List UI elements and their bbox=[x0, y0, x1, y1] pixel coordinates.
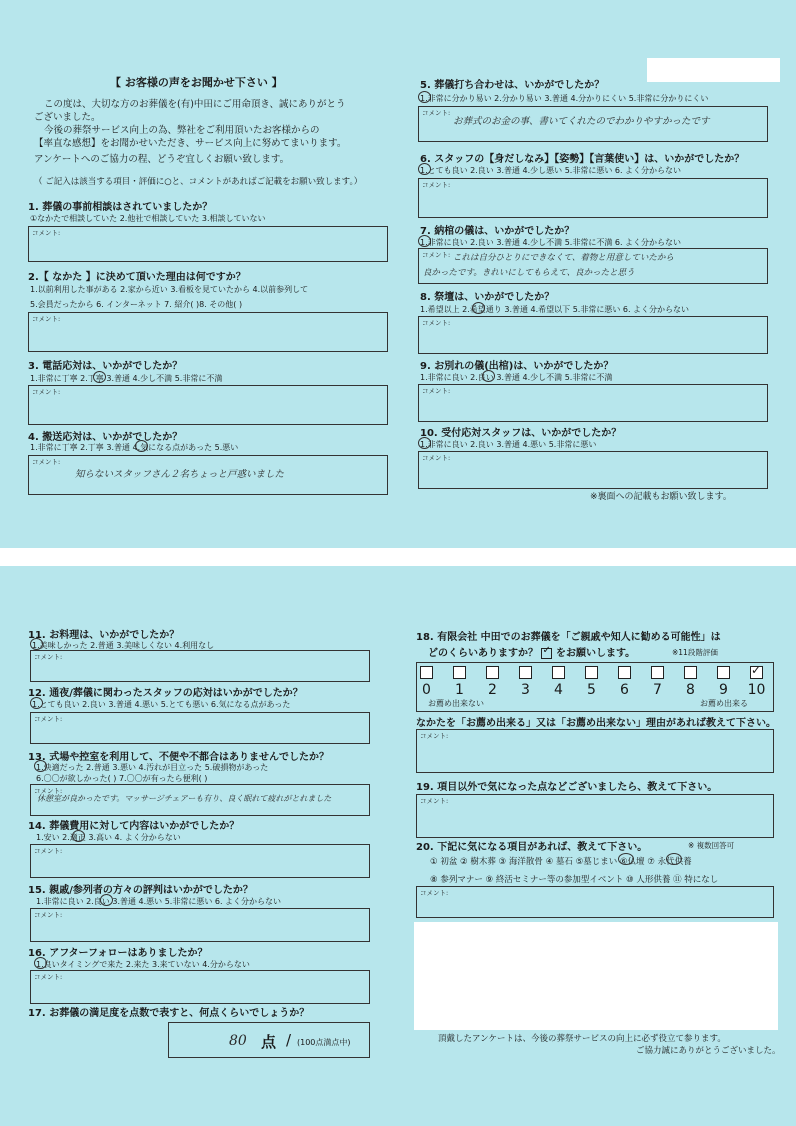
score-max-note: (100点満点中) bbox=[297, 1038, 351, 1047]
intro-line: この度は、大切な方のお葬儀を(有)中田にご用命頂き、誠にありがとう bbox=[44, 99, 346, 110]
handwritten-comment: これは自分ひとりにできなくて、着物と用意していたから bbox=[453, 253, 674, 263]
question-18-comment-box[interactable] bbox=[416, 729, 774, 773]
scale-number: 1 bbox=[455, 682, 464, 698]
scale-option-3[interactable] bbox=[509, 666, 542, 698]
question-19-comment-box[interactable] bbox=[416, 794, 774, 838]
comment-label: コメント: bbox=[34, 847, 63, 855]
comment-label: コメント: bbox=[34, 787, 63, 795]
question-11-title: 11. お料理は、いかがでしたか？ bbox=[28, 630, 180, 641]
question-13-options-1: 1.快適だった 2.普通 3.悪い 4.汚れが目立った 5.破損物があった bbox=[36, 763, 269, 772]
scale-option-1[interactable] bbox=[443, 666, 476, 698]
question-15-options: 1.非常に良い 2.良い 3.普通 4.悪い 5.非常に悪い 6. よく分からない bbox=[36, 897, 282, 906]
question-12-options: 1.とても良い 2.良い 3.普通 4.悪い 5.とても悪い 6.気になる点があった bbox=[32, 700, 291, 709]
scale-option-0[interactable] bbox=[410, 666, 443, 698]
question-2-comment-box[interactable] bbox=[28, 312, 388, 352]
question-4-title: 4. 搬送応対は、いかがでしたか？ bbox=[28, 432, 183, 443]
handwritten-comment: 良かったです。きれいにしてもらえて、良かったと思う bbox=[423, 268, 635, 278]
scale-number: 9 bbox=[719, 682, 728, 698]
intro-line: 今後の葬祭サービス向上の為、弊社をご利用頂いたお客様からの bbox=[44, 125, 320, 136]
redaction-box bbox=[647, 58, 780, 82]
question-3-title: 3. 電話応対は、いかがでしたか？ bbox=[28, 361, 183, 372]
survey-sheet-front bbox=[0, 0, 796, 548]
comment-label: コメント: bbox=[32, 315, 61, 323]
scale-note: ※11段階評価 bbox=[672, 648, 718, 657]
comment-label: コメント: bbox=[32, 388, 61, 396]
checkbox[interactable] bbox=[486, 666, 499, 679]
question-7-options: 1.非常に良い 2.良い 3.普通 4.少し不満 5.非常に不満 6. よく分からない bbox=[420, 238, 682, 247]
comment-label: コメント: bbox=[420, 732, 449, 740]
selection-circle bbox=[472, 302, 485, 314]
question-3-comment-box[interactable] bbox=[28, 385, 388, 425]
question-9-comment-box[interactable] bbox=[418, 384, 768, 422]
handwritten-comment: お葬式のお金の事、書いてくれたのでわかりやすかったです bbox=[453, 116, 710, 127]
question-1-title: 1. 葬儀の事前相談はされていましたか？ bbox=[28, 202, 213, 213]
selection-circle bbox=[34, 760, 47, 772]
question-5-title: 5. 葬儀打ち合わせは、いかがでしたか？ bbox=[420, 80, 605, 91]
question-12-comment-box[interactable] bbox=[30, 712, 370, 744]
instruction-note: （ ご記入は該当する項目・評価に○と、コメントがあればご記載をお願い致します。） bbox=[34, 177, 363, 187]
closing-thanks: ご協力誠にありがとうございました。 bbox=[636, 1046, 781, 1056]
question-20-title: 20. 下記に気になる項目があれば、教えて下さい。 bbox=[416, 842, 648, 853]
comment-label: コメント: bbox=[34, 653, 63, 661]
selection-circle bbox=[482, 370, 495, 382]
question-14-title: 14. 葬儀費用に対して内容はいかがでしたか？ bbox=[28, 821, 240, 832]
question-10-options: 1.非常に良い 2.良い 3.普通 4.悪い 5.非常に悪い bbox=[420, 440, 597, 449]
comment-label: コメント: bbox=[32, 458, 61, 466]
question-15-comment-box[interactable] bbox=[30, 908, 370, 942]
score-slash: / bbox=[286, 1031, 292, 1049]
checkbox[interactable] bbox=[684, 666, 697, 679]
comment-label: コメント: bbox=[422, 251, 451, 259]
checkbox[interactable] bbox=[717, 666, 730, 679]
check-icon bbox=[541, 648, 552, 659]
closing-note: 頂戴したアンケートは、今後の葬祭サービスの向上に必ず役立て参ります。 bbox=[438, 1034, 726, 1044]
score-value: 80 bbox=[229, 1033, 247, 1049]
question-4-options: 1.非常に丁寧 2.丁寧 3.普通 4.気になる点があった 5.悪い bbox=[30, 443, 239, 452]
question-18-reason-prompt: なかたを「お薦め出来る」又は「お薦め出来ない」理由があれば教えて下さい。 bbox=[416, 718, 776, 729]
scale-number: 10 bbox=[747, 682, 766, 698]
question-20-options-1: ① 初盆 ② 樹木葬 ③ 海洋散骨 ④ 墓石 ⑤墓じまい ⑥仏壇 ⑦ 永代供養 bbox=[430, 857, 692, 867]
handwritten-comment: 休憩室が良かったです。マッサージチェアーも有り、良く眠れて疲れがとれました bbox=[37, 794, 332, 803]
checkbox[interactable] bbox=[552, 666, 565, 679]
scale-option-2[interactable] bbox=[476, 666, 509, 698]
scale-number: 5 bbox=[587, 682, 596, 698]
question-12-title: 12. 通夜/葬儀に関わったスタッフの応対はいかがでしたか？ bbox=[28, 688, 303, 699]
question-7-title: 7. 納棺の儀は、いかがでしたか？ bbox=[420, 226, 575, 237]
question-1-comment-box[interactable] bbox=[28, 226, 388, 262]
question-15-title: 15. 親戚/参列者の方々の評判はいかがでしたか？ bbox=[28, 885, 253, 896]
question-18-title: 18. 有限会社 中田でのお葬儀を「ご親戚や知人に勧める可能性」は bbox=[416, 632, 721, 643]
checked-checkbox[interactable] bbox=[750, 666, 763, 679]
scale-number: 6 bbox=[620, 682, 629, 698]
comment-label: コメント: bbox=[422, 387, 451, 395]
scale-option-4[interactable] bbox=[542, 666, 575, 698]
comment-label: コメント: bbox=[34, 715, 63, 723]
comment-label: コメント: bbox=[422, 454, 451, 462]
selection-circle bbox=[618, 853, 634, 865]
question-6-title: 6. スタッフの【身だしなみ】【姿勢】【言葉使い】は、いかがでしたか？ bbox=[420, 154, 745, 165]
score-box[interactable] bbox=[168, 1022, 370, 1058]
comment-label: コメント: bbox=[422, 319, 451, 327]
selection-circle bbox=[30, 697, 43, 709]
comment-label: コメント: bbox=[32, 229, 61, 237]
question-13-title: 13. 式場や控室を利用して、不便や不都合はありませんでしたか？ bbox=[28, 752, 329, 763]
question-11-options: 1.美味しかった 2.普通 3.美味しくない 4.利用なし bbox=[32, 641, 215, 650]
selection-circle bbox=[418, 91, 431, 103]
question-5-comment-box[interactable] bbox=[418, 106, 768, 142]
checkbox[interactable] bbox=[585, 666, 598, 679]
comment-label: コメント: bbox=[420, 889, 449, 897]
question-8-title: 8. 祭壇は、いかがでしたか？ bbox=[420, 292, 555, 303]
question-20-note: ※ 複数回答可 bbox=[688, 841, 735, 850]
scale-number: 0 bbox=[422, 682, 431, 698]
question-14-options: 1.安い 2.適正 3.高い 4. よく分からない bbox=[36, 833, 181, 842]
intro-line: 【率直な感想】をお聞かせいただき、サービス向上に努めてまいります。 bbox=[34, 138, 347, 149]
selection-circle bbox=[100, 894, 113, 906]
question-17-title: 17. お葬儀の満足度を点数で表すと、何点くらいでしょうか？ bbox=[28, 1008, 310, 1019]
selection-circle bbox=[30, 638, 43, 650]
question-10-comment-box[interactable] bbox=[418, 451, 768, 489]
question-16-title: 16. アフターフォローはありましたか？ bbox=[28, 948, 208, 959]
scale-option-8[interactable] bbox=[674, 666, 707, 698]
question-18-subtitle-text: どのくらいありますか？ bbox=[428, 648, 538, 659]
question-19-title: 19. 項目以外で気になった点などございましたら、教えて下さい。 bbox=[416, 782, 718, 793]
checkbox[interactable] bbox=[618, 666, 631, 679]
scale-number: 7 bbox=[653, 682, 662, 698]
survey-title: 【 お客様の声をお聞かせ下さい 】 bbox=[110, 76, 283, 89]
selection-circle bbox=[34, 957, 47, 969]
question-9-options: 1.非常に良い 2.良い 3.普通 4.少し不満 5.非常に不満 bbox=[420, 373, 613, 382]
question-7-comment-box[interactable] bbox=[418, 248, 768, 284]
question-16-comment-box[interactable] bbox=[30, 970, 370, 1004]
survey-sheet-back bbox=[0, 566, 796, 1126]
question-18-subtitle bbox=[428, 644, 635, 659]
question-13-options-2: 6.〇〇が欲しかった( ) 7.〇〇が有ったら便利( ) bbox=[36, 774, 208, 783]
redaction-box bbox=[414, 922, 778, 1030]
selection-circle bbox=[418, 437, 431, 449]
question-6-comment-box[interactable] bbox=[418, 178, 768, 218]
question-18-subtitle-request: をお願いします。 bbox=[555, 648, 636, 659]
scale-option-6[interactable] bbox=[608, 666, 641, 698]
question-10-title: 10. 受付応対スタッフは、いかがでしたか？ bbox=[420, 428, 622, 439]
comment-label: コメント: bbox=[422, 181, 451, 189]
checkbox[interactable] bbox=[453, 666, 466, 679]
question-5-options: 1.非常に分かり易い 2.分かり易い 3.普通 4.分かりにくい 5.非常に分かりにくい bbox=[420, 94, 709, 103]
scale-number: 2 bbox=[488, 682, 497, 698]
handwritten-comment: 知らないスタッフさん２名ちょっと戸惑いました bbox=[75, 469, 285, 480]
checkbox[interactable] bbox=[420, 666, 433, 679]
comment-label: コメント: bbox=[420, 797, 449, 805]
selection-circle bbox=[72, 830, 85, 842]
scale-option-10[interactable] bbox=[740, 666, 773, 698]
selection-circle bbox=[418, 163, 431, 175]
selection-circle bbox=[666, 853, 682, 865]
question-8-options: 1.希望以上 2.希望通り 3.普通 4.希望以下 5.非常に悪い 6. よく分からない bbox=[420, 305, 690, 314]
question-11-comment-box[interactable] bbox=[30, 650, 370, 682]
question-2-options-1: 1.以前利用した事がある 2.家から近い 3.看板を見ていたから 4.以前参列して bbox=[30, 285, 309, 294]
score-unit: 点 bbox=[261, 1033, 277, 1051]
question-16-options: 1.良いタイミングで来た 2.来た 3.来ていない 4.分からない bbox=[36, 960, 250, 969]
scale-number: 4 bbox=[554, 682, 563, 698]
question-9-title: 9. お別れの儀(出棺)は、いかがでしたか？ bbox=[420, 361, 614, 372]
scale-option-5[interactable] bbox=[575, 666, 608, 698]
intro-line: アンケートへのご協力の程、どうぞ宜しくお願い致します。 bbox=[34, 154, 290, 165]
selection-circle bbox=[418, 235, 431, 247]
comment-label: コメント: bbox=[34, 973, 63, 981]
checkbox[interactable] bbox=[519, 666, 532, 679]
question-20-comment-box[interactable] bbox=[416, 886, 774, 918]
scale-number: 8 bbox=[686, 682, 695, 698]
scale-number: 3 bbox=[521, 682, 530, 698]
question-14-comment-box[interactable] bbox=[30, 844, 370, 878]
question-4-comment-box[interactable] bbox=[28, 455, 388, 495]
scale-option-7[interactable] bbox=[641, 666, 674, 698]
intro-line: ございました。 bbox=[34, 112, 101, 123]
scale-high-label: お薦め出来る bbox=[700, 699, 748, 708]
question-1-options: ①なかたで相談していた 2.他社で相談していた 3.相談していない bbox=[30, 214, 266, 223]
question-20-options-2: ⑧ 参列マナー ⑨ 終活セミナー等の参加型イベント ⑩ 人形供養 ⑪ 特になし bbox=[430, 875, 719, 885]
selection-circle bbox=[135, 440, 148, 452]
selection-circle bbox=[93, 371, 106, 383]
comment-label: コメント: bbox=[34, 911, 63, 919]
scale-low-label: お薦め出来ない bbox=[428, 699, 484, 708]
scale-option-9[interactable] bbox=[707, 666, 740, 698]
comment-label: コメント: bbox=[422, 109, 451, 117]
question-2-options-2: 5.会員だったから 6. インターネット 7. 紹介( )8. その他( ) bbox=[30, 300, 243, 309]
reverse-side-note: ※裏面への記載もお願い致します。 bbox=[590, 492, 732, 502]
question-2-title: 2.【 なかた 】に決めて頂いた理由は何ですか？ bbox=[28, 272, 246, 283]
question-13-comment-box[interactable] bbox=[30, 784, 370, 816]
question-6-options: 1.とても良い 2.良い 3.普通 4.少し悪い 5.非常に悪い 6. よく分からない bbox=[420, 166, 682, 175]
checkbox[interactable] bbox=[651, 666, 664, 679]
question-3-options: 1.非常に丁寧 2.丁寧 3.普通 4.少し不満 5.非常に不満 bbox=[30, 374, 223, 383]
recommend-scale bbox=[410, 666, 773, 698]
question-8-comment-box[interactable] bbox=[418, 316, 768, 354]
